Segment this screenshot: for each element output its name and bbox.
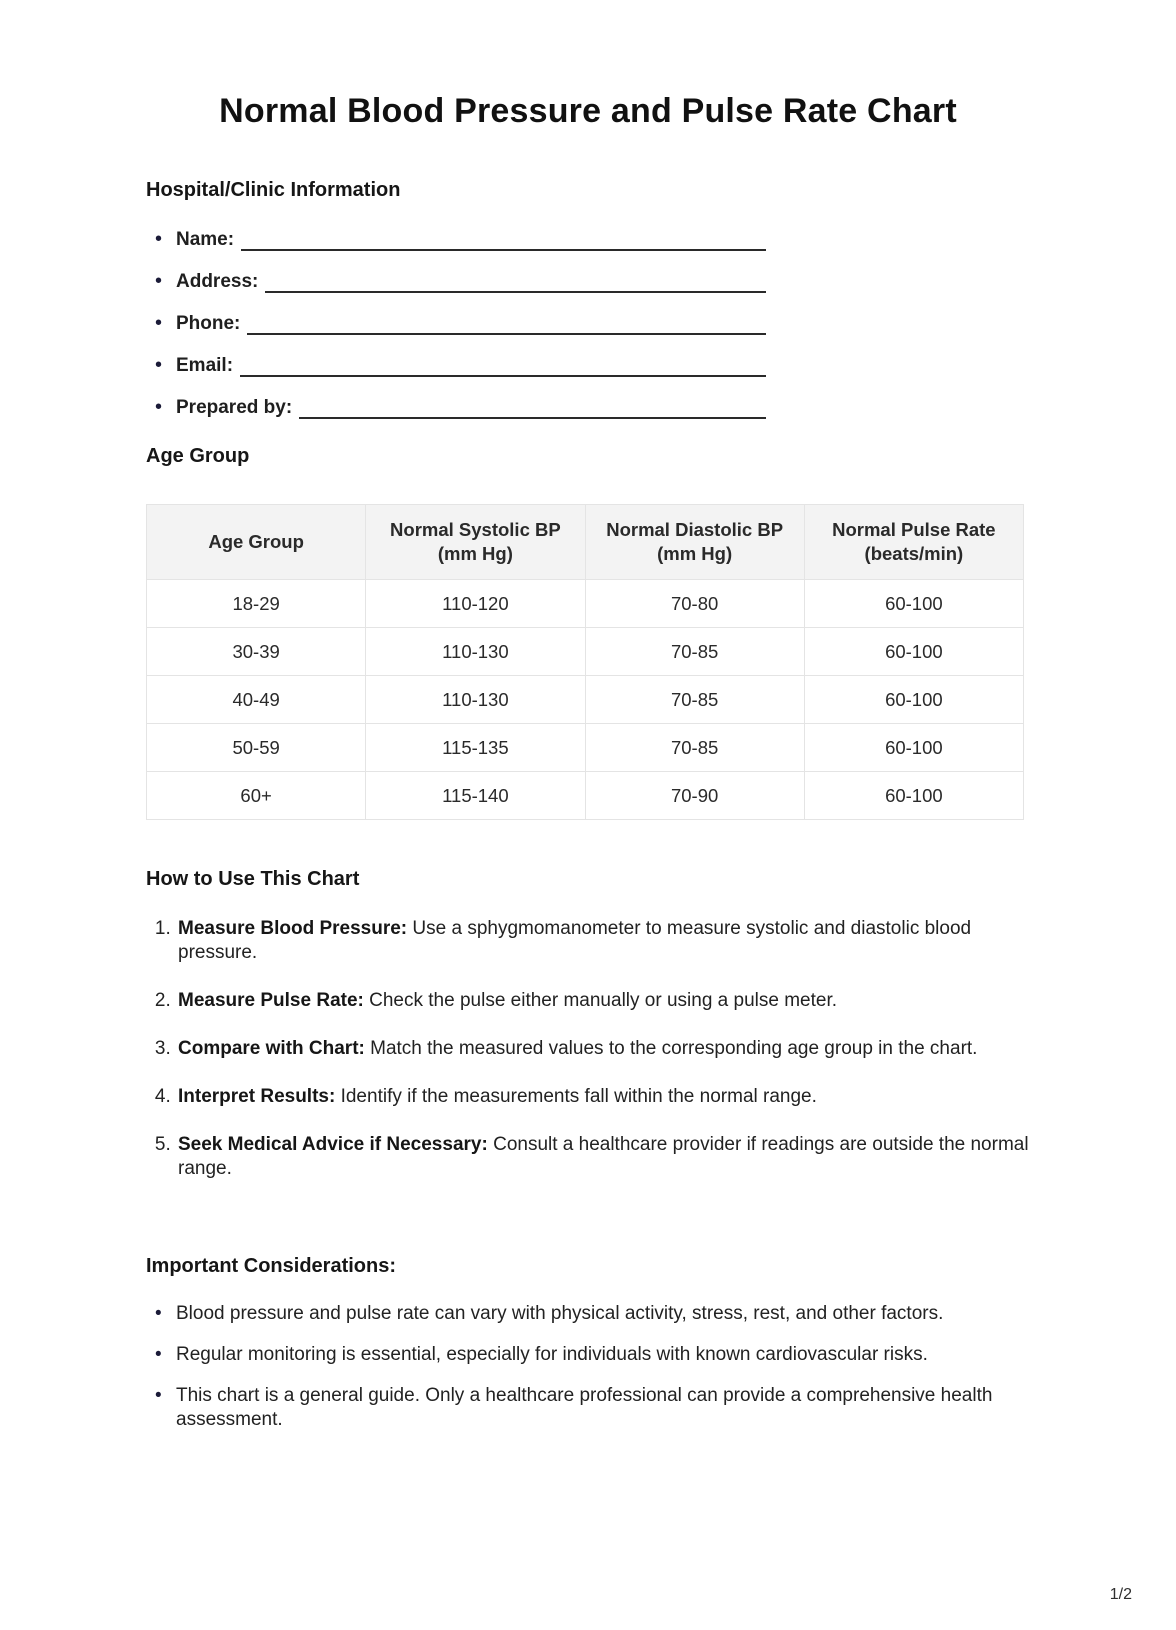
bullet-icon: • <box>155 1385 162 1406</box>
step-text: Match the measured values to the corresponding age group in the chart. <box>364 1038 978 1059</box>
section-heading-age-group: Age Group <box>146 445 250 467</box>
name-blank-line <box>241 233 766 251</box>
table-body <box>147 580 1024 820</box>
table-header <box>147 505 1024 580</box>
step-bold-label: Interpret Results: <box>178 1086 336 1107</box>
consideration-text: This chart is a general guide. Only a healthcare professional can provide a comprehensive health assessment. <box>176 1385 993 1430</box>
name-field-label: Name: <box>176 229 235 250</box>
step-bold-label: Seek Medical Advice if Necessary: <box>178 1134 488 1155</box>
cell-age: 30-39 <box>147 628 366 676</box>
column-header-age-group: Age Group <box>147 505 366 580</box>
cell-pulse: 60-100 <box>804 628 1023 676</box>
blood-pressure-table <box>146 504 1024 820</box>
phone-field-label: Phone: <box>176 313 241 334</box>
section-heading-how-to-use: How to Use This Chart <box>146 868 360 890</box>
cell-pulse: 60-100 <box>804 676 1023 724</box>
table-row <box>147 676 1024 724</box>
cell-diastolic: 70-85 <box>585 628 804 676</box>
step-bold-label: Compare with Chart: <box>178 1038 365 1059</box>
bullet-icon: • <box>155 396 163 418</box>
step-text: Use a sphygmomanometer to measure systolic and diastolic blood pressure. <box>178 918 972 963</box>
document-title: Normal Blood Pressure and Pulse Rate Chart <box>219 92 957 130</box>
cell-diastolic: 70-85 <box>585 724 804 772</box>
bullet-icon: • <box>155 270 163 292</box>
section-heading-considerations: Important Considerations: <box>146 1255 397 1277</box>
cell-diastolic: 70-90 <box>585 772 804 820</box>
table-row <box>147 724 1024 772</box>
address-blank-line <box>265 275 766 293</box>
field-row-phone <box>146 312 766 335</box>
hospital-info-field-list <box>146 228 1030 419</box>
cell-age: 50-59 <box>147 724 366 772</box>
step-bold-label: Measure Blood Pressure: <box>178 918 408 939</box>
table-row <box>147 580 1024 628</box>
cell-age: 40-49 <box>147 676 366 724</box>
cell-systolic: 115-135 <box>366 724 585 772</box>
step-item-interpret-results <box>176 1085 1030 1109</box>
table-row <box>147 628 1024 676</box>
step-item-measure-pulse <box>176 989 1030 1013</box>
step-item-seek-advice <box>176 1133 1030 1181</box>
consideration-item <box>146 1343 996 1367</box>
cell-pulse: 60-100 <box>804 724 1023 772</box>
bullet-icon: • <box>155 354 163 376</box>
cell-systolic: 110-130 <box>366 676 585 724</box>
email-blank-line <box>240 359 766 377</box>
consideration-item <box>146 1384 996 1432</box>
prepared-by-field-label: Prepared by: <box>176 397 293 418</box>
step-item-measure-bp <box>176 917 1030 965</box>
consideration-item <box>146 1302 996 1326</box>
cell-pulse: 60-100 <box>804 772 1023 820</box>
bullet-icon: • <box>155 312 163 334</box>
prepared-by-blank-line <box>299 401 766 419</box>
cell-systolic: 115-140 <box>366 772 585 820</box>
field-row-name <box>146 228 766 251</box>
consideration-text: Blood pressure and pulse rate can vary with physical activity, stress, rest, and other factors. <box>176 1303 944 1324</box>
considerations-list <box>146 1302 1030 1432</box>
column-header-systolic: Normal Systolic BP (mm Hg) <box>366 505 585 580</box>
table-header-row <box>147 505 1024 580</box>
field-row-email <box>146 354 766 377</box>
address-field-label: Address: <box>176 271 259 292</box>
field-row-prepared-by <box>146 396 766 419</box>
bullet-icon: • <box>155 1303 162 1324</box>
cell-systolic: 110-120 <box>366 580 585 628</box>
column-header-pulse-rate: Normal Pulse Rate (beats/min) <box>804 505 1023 580</box>
cell-diastolic: 70-85 <box>585 676 804 724</box>
email-field-label: Email: <box>176 355 234 376</box>
phone-blank-line <box>247 317 766 335</box>
page-number: 1/2 <box>1109 1586 1132 1603</box>
cell-pulse: 60-100 <box>804 580 1023 628</box>
step-text: Identify if the measurements fall within the normal range. <box>335 1086 817 1107</box>
cell-systolic: 110-130 <box>366 628 585 676</box>
cell-diastolic: 70-80 <box>585 580 804 628</box>
step-item-compare-chart <box>176 1037 1030 1061</box>
step-text: Consult a healthcare provider if readings are outside the normal range. <box>178 1134 1029 1179</box>
bullet-icon: • <box>155 228 163 250</box>
bullet-icon: • <box>155 1344 162 1365</box>
consideration-text: Regular monitoring is essential, especially for individuals with known cardiovascular risks. <box>176 1344 928 1365</box>
how-to-use-step-list <box>146 917 1030 1181</box>
column-header-diastolic: Normal Diastolic BP (mm Hg) <box>585 505 804 580</box>
cell-age: 18-29 <box>147 580 366 628</box>
step-bold-label: Measure Pulse Rate: <box>178 990 364 1011</box>
field-row-address <box>146 270 766 293</box>
step-text: Check the pulse either manually or using a pulse meter. <box>363 990 838 1011</box>
section-heading-hospital-info: Hospital/Clinic Information <box>146 179 401 201</box>
table-row <box>147 772 1024 820</box>
cell-age: 60+ <box>147 772 366 820</box>
